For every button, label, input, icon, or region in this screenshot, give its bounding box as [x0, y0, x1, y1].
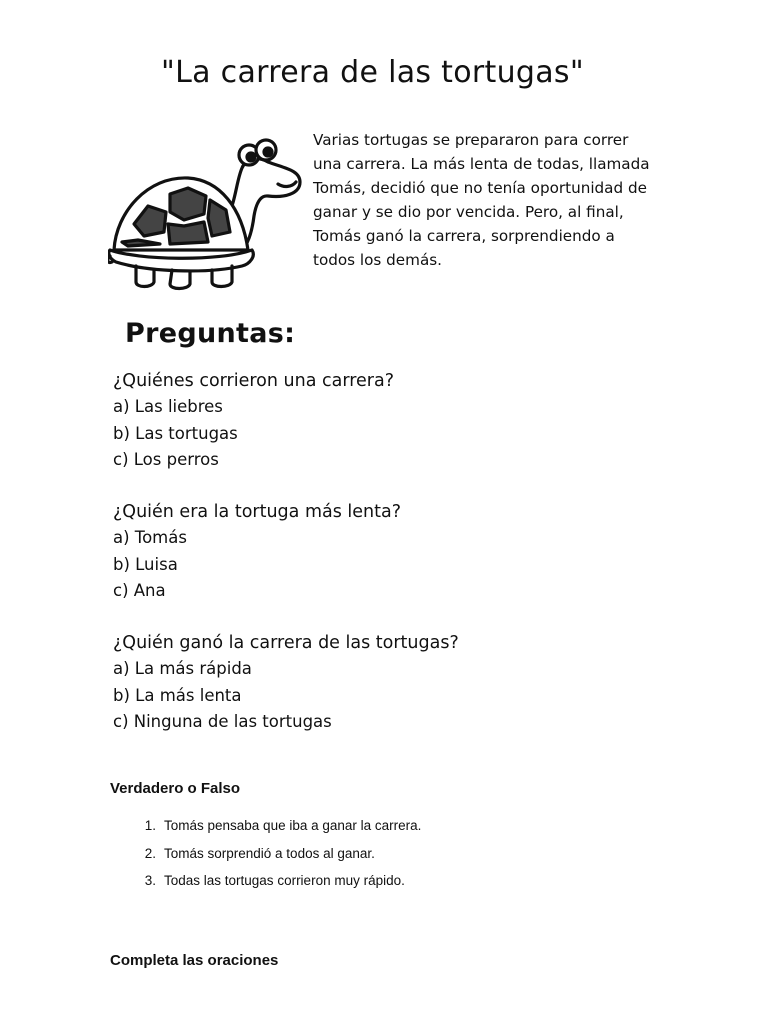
- option-b: b) Las tortugas: [113, 423, 238, 443]
- question-block: [113, 368, 394, 474]
- item-text: Todas las tortugas corrieron muy rápido.: [164, 873, 405, 888]
- true-false-heading: Verdadero o Falso: [110, 780, 241, 797]
- question-block: [113, 630, 459, 736]
- option-c: c) Los perros: [113, 450, 219, 469]
- option-b: b) La más lenta: [113, 685, 242, 705]
- option-c: c) Ana: [113, 581, 166, 600]
- option-b: b) Luisa: [113, 554, 178, 574]
- option-a: a) Tomás: [113, 528, 187, 547]
- question-text: ¿Quién era la tortuga más lenta?: [113, 502, 401, 522]
- option-a: a) Las liebres: [113, 397, 223, 416]
- preguntas-heading: Preguntas:: [125, 318, 296, 349]
- option-c: c) Ninguna de las tortugas: [113, 712, 332, 731]
- item-text: Tomás pensaba que iba a ganar la carrera.: [164, 818, 422, 833]
- turtle-illustration: [108, 132, 306, 294]
- option-a: a) La más rápida: [113, 659, 252, 678]
- story-paragraph: Varias tortugas se prepararon para correr una carrera. La más lenta de todas, llamada Tomás, decidió que no tenía oportunidad de ganar y se dio por vencida. Pero, al final, Tomás ganó la carrera, sorprendiendo a todos los demás.: [313, 131, 650, 269]
- item-number: 1.: [144, 818, 156, 833]
- question-text: ¿Quiénes corrieron una carrera?: [113, 371, 395, 391]
- item-text: Tomás sorprendió a todos al ganar.: [164, 845, 375, 861]
- true-false-list: [128, 816, 421, 899]
- item-number: 3.: [144, 873, 156, 888]
- list-item: [128, 816, 421, 844]
- complete-heading: Completa las oraciones: [110, 952, 279, 969]
- question-block: [113, 499, 401, 605]
- question-text: ¿Quién ganó la carrera de las tortugas?: [113, 633, 459, 653]
- list-item: [128, 871, 421, 899]
- list-item: [128, 844, 421, 872]
- item-number: 2.: [144, 845, 156, 861]
- worksheet-title: "La carrera de las tortugas": [161, 55, 584, 90]
